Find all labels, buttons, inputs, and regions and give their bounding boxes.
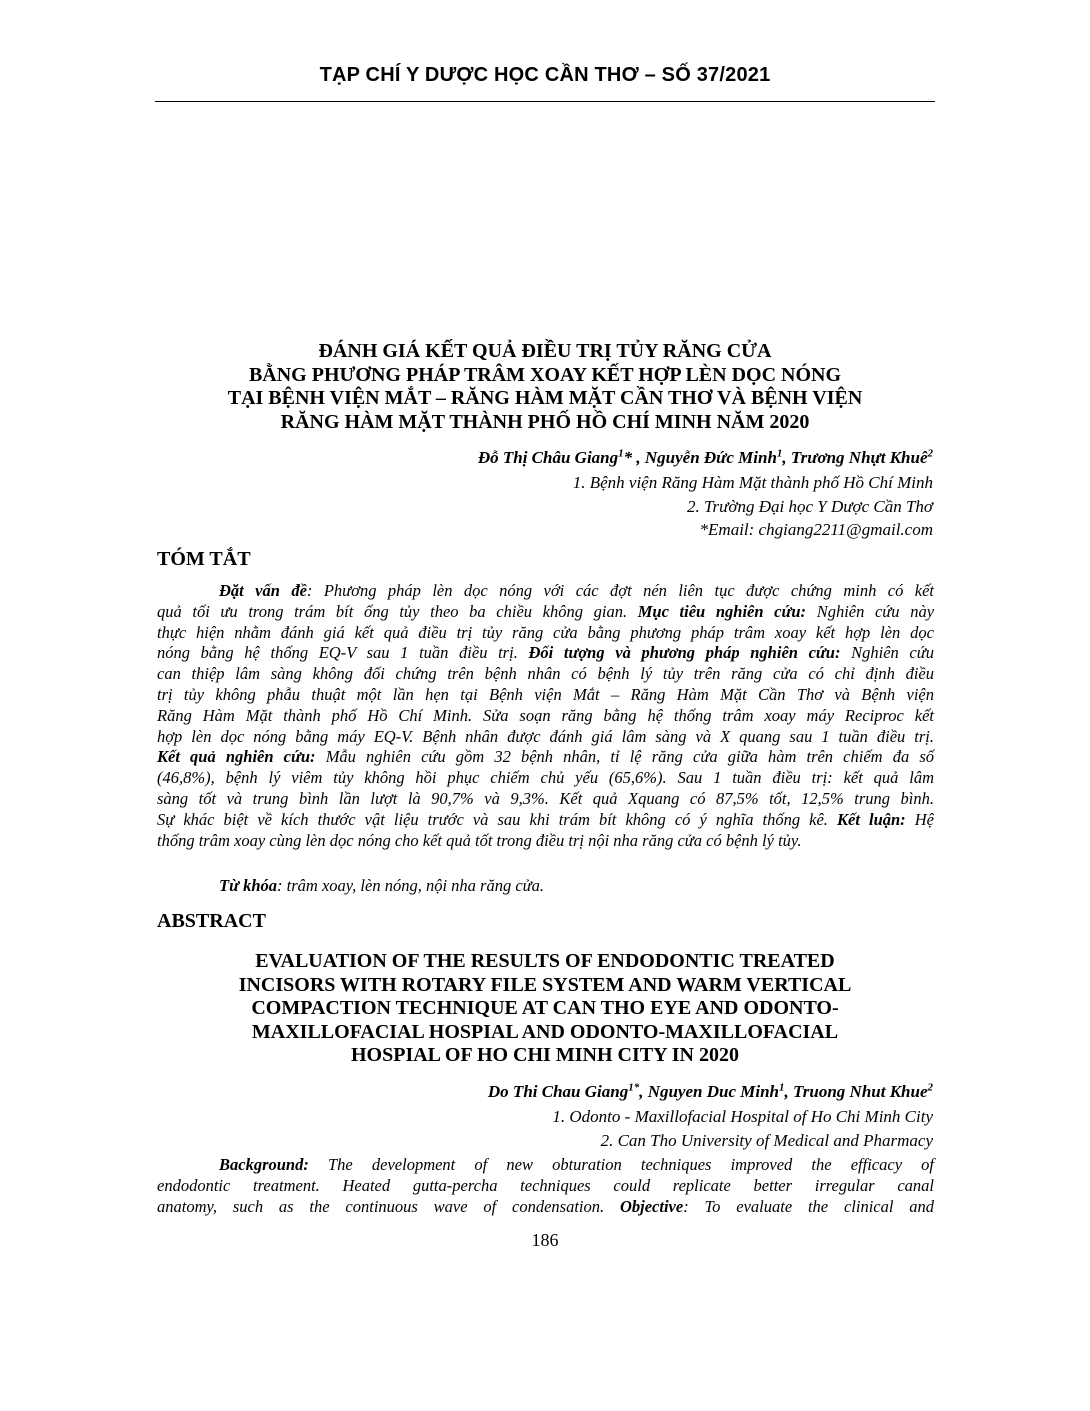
en-affiliations <box>552 1105 933 1152</box>
vn-title-line: TẠI BỆNH VIỆN MẮT – RĂNG HÀM MẶT CẦN THƠ VÀ BỆNH VIỆN <box>227 387 863 409</box>
abstract-line <box>157 602 934 623</box>
en-authors <box>488 1080 933 1104</box>
keywords-label: Từ khóa <box>219 876 278 895</box>
header-rule <box>155 101 935 102</box>
author-sup: 1 <box>618 447 624 460</box>
abstract-line <box>157 747 934 768</box>
abstract-label: Đặt vấn đề <box>219 581 307 600</box>
section-heading-tomtat: TÓM TẮT <box>157 548 251 570</box>
en-title-line: MAXILLOFACIAL HOSPIAL AND ODONTO-MAXILLOFACIAL <box>251 1020 839 1043</box>
vn-title <box>0 340 1090 434</box>
author-name: Truong Nhut Khue <box>793 1082 928 1101</box>
abstract-line <box>157 643 934 664</box>
abstract-line <box>157 1155 934 1176</box>
abstract-text: : Phương pháp lèn dọc nóng với các đợt nén liên tục được chứng minh có kết <box>306 581 934 600</box>
abstract-line <box>157 581 934 602</box>
author-name: Trương Nhựt Khuê <box>790 448 928 467</box>
abstract-line: trị tủy không phẫu thuật một lần hẹn tại Bệnh viện Mắt – Răng Hàm Mặt Cần Thơ và Bệnh viện <box>157 684 934 704</box>
en-title-line: HOSPIAL OF HO CHI MINH CITY IN 2020 <box>351 1044 739 1066</box>
keywords <box>219 876 544 896</box>
abstract-label: Đối tượng và phương pháp nghiên cứu: <box>528 643 841 663</box>
abstract-label: Background: <box>219 1155 309 1174</box>
author-sep: , <box>782 448 787 467</box>
abstract-line: sàng tốt và trung bình lần lượt là 90,7% và 9,3%. Kết quả Xquang có 87,5% tốt, 12,5% trung bình. <box>157 788 934 808</box>
author-sep: , <box>639 1082 644 1101</box>
abstract-line <box>157 1197 934 1218</box>
en-abstract <box>157 1155 934 1217</box>
email-line: *Email: chgiang2211@gmail.com <box>699 520 933 539</box>
abstract-text: quả tối ưu trong trám bít ống tủy theo ba chiều không gian. <box>157 601 628 621</box>
abstract-line: (46,8%), bệnh lý viêm tủy không hồi phục chiếm chủ yếu (65,6%). Sau 1 tuần điều trị: kết quả lâm <box>157 768 934 788</box>
keywords-text: : trâm xoay, lèn nóng, nội nha răng cửa. <box>277 876 545 895</box>
vn-title-line: RĂNG HÀM MẶT THÀNH PHỐ HỒ CHÍ MINH NĂM 2020 <box>280 410 810 433</box>
abstract-text: Mẫu nghiên cứu gồm 32 bệnh nhân, tỉ lệ răng cửa giữa hàm trên chiếm đa số <box>325 747 935 767</box>
en-title-line: EVALUATION OF THE RESULTS OF ENDODONTIC TREATED <box>255 950 835 972</box>
section-heading-abstract: ABSTRACT <box>157 910 266 932</box>
author-name: Nguyen Duc Minh <box>647 1082 780 1101</box>
author-sep: * , <box>623 448 641 467</box>
abstract-text: : To evaluate the clinical and <box>683 1196 935 1216</box>
abstract-line: can thiệp lâm sàng không đối chứng trên bệnh nhân có bệnh lý tủy trên răng cửa có chỉ định điều <box>157 664 934 684</box>
author-sep: , <box>784 1082 789 1101</box>
abstract-line: thực hiện nhằm đánh giá kết quả điều trị tủy răng cửa bằng phương pháp trâm xoay kết hợp lèn dọc <box>157 622 934 642</box>
abstract-text: anatomy, such as the continuous wave of condensation. <box>157 1196 605 1216</box>
journal-header: TẠP CHÍ Y DƯỢC HỌC CẦN THƠ – SỐ 37/2021 <box>319 64 771 86</box>
author-name: Đỗ Thị Châu Giang <box>477 448 619 467</box>
vn-authors <box>478 446 933 470</box>
abstract-label: Kết quả nghiên cứu: <box>157 747 316 767</box>
abstract-line: hợp lèn dọc nóng bằng máy EQ-V. Bệnh nhân được đánh giá lâm sàng và X quang sau 1 tuần điều trị. <box>157 726 934 746</box>
author-sup: 2 <box>927 447 933 460</box>
en-title <box>0 950 1090 1068</box>
abstract-text: Sự khác biệt về kích thước vật liệu trước và sau khi trám bít không có ý nghĩa thống kê. <box>157 809 828 829</box>
vn-abstract <box>157 581 934 851</box>
affiliation-line: 1. Odonto - Maxillofacial Hospital of Ho Chi Minh City <box>552 1107 933 1126</box>
author-sup: 1* <box>628 1081 640 1094</box>
en-title-line: INCISORS WITH ROTARY FILE SYSTEM AND WARM VERTICAL <box>238 973 852 996</box>
affiliation-line: 2. Trường Đại học Y Dược Cần Thơ <box>686 496 933 516</box>
vn-title-line: BẰNG PHƯƠNG PHÁP TRÂM XOAY KẾT HỢP LÈN DỌC NÓNG <box>248 363 842 386</box>
en-title-line: COMPACTION TECHNIQUE AT CAN THO EYE AND ODONTO- <box>251 997 839 1019</box>
affiliation-line: 2. Can Tho University of Medical and Pharmacy <box>600 1130 933 1150</box>
author-name: Do Thi Chau Giang <box>487 1082 629 1101</box>
vn-title-line: ĐÁNH GIÁ KẾT QUẢ ĐIỀU TRỊ TỦY RĂNG CỬA <box>318 340 772 362</box>
abstract-label: Mục tiêu nghiên cứu: <box>637 601 807 621</box>
abstract-line: Răng Hàm Mặt thành phố Hồ Chí Minh. Sửa soạn răng bằng hệ thống trâm xoay máy Reciproc kết <box>157 705 934 725</box>
page-number: 186 <box>531 1230 559 1250</box>
author-sup: 1 <box>776 447 783 460</box>
abstract-line <box>157 810 934 831</box>
author-sup: 2 <box>927 1081 933 1094</box>
abstract-text: Hệ <box>914 809 935 829</box>
abstract-text: nóng bằng hệ thống EQ-V sau 1 tuần điều trị. <box>157 643 518 663</box>
abstract-label: Kết luận: <box>837 809 906 829</box>
abstract-text: The development of new obturation techniques improved the efficacy of <box>328 1155 934 1174</box>
affiliation-line: 1. Bệnh viện Răng Hàm Mặt thành phố Hồ Chí Minh <box>572 473 933 492</box>
abstract-line: thống trâm xoay cùng lèn dọc nóng cho kết quả tốt trong điều trị nội nha răng cửa có bệnh lý tủy. <box>157 830 802 850</box>
vn-affiliations <box>573 471 933 542</box>
abstract-line: endodontic treatment. Heated gutta-percha techniques could replicate better irregular canal <box>157 1175 934 1195</box>
abstract-label: Objective <box>619 1196 684 1216</box>
author-name: Nguyễn Đức Minh <box>644 448 777 467</box>
author-sup: 1 <box>779 1081 785 1094</box>
abstract-text: Nghiên cứu <box>851 643 934 663</box>
abstract-text: Nghiên cứu này <box>816 601 935 621</box>
